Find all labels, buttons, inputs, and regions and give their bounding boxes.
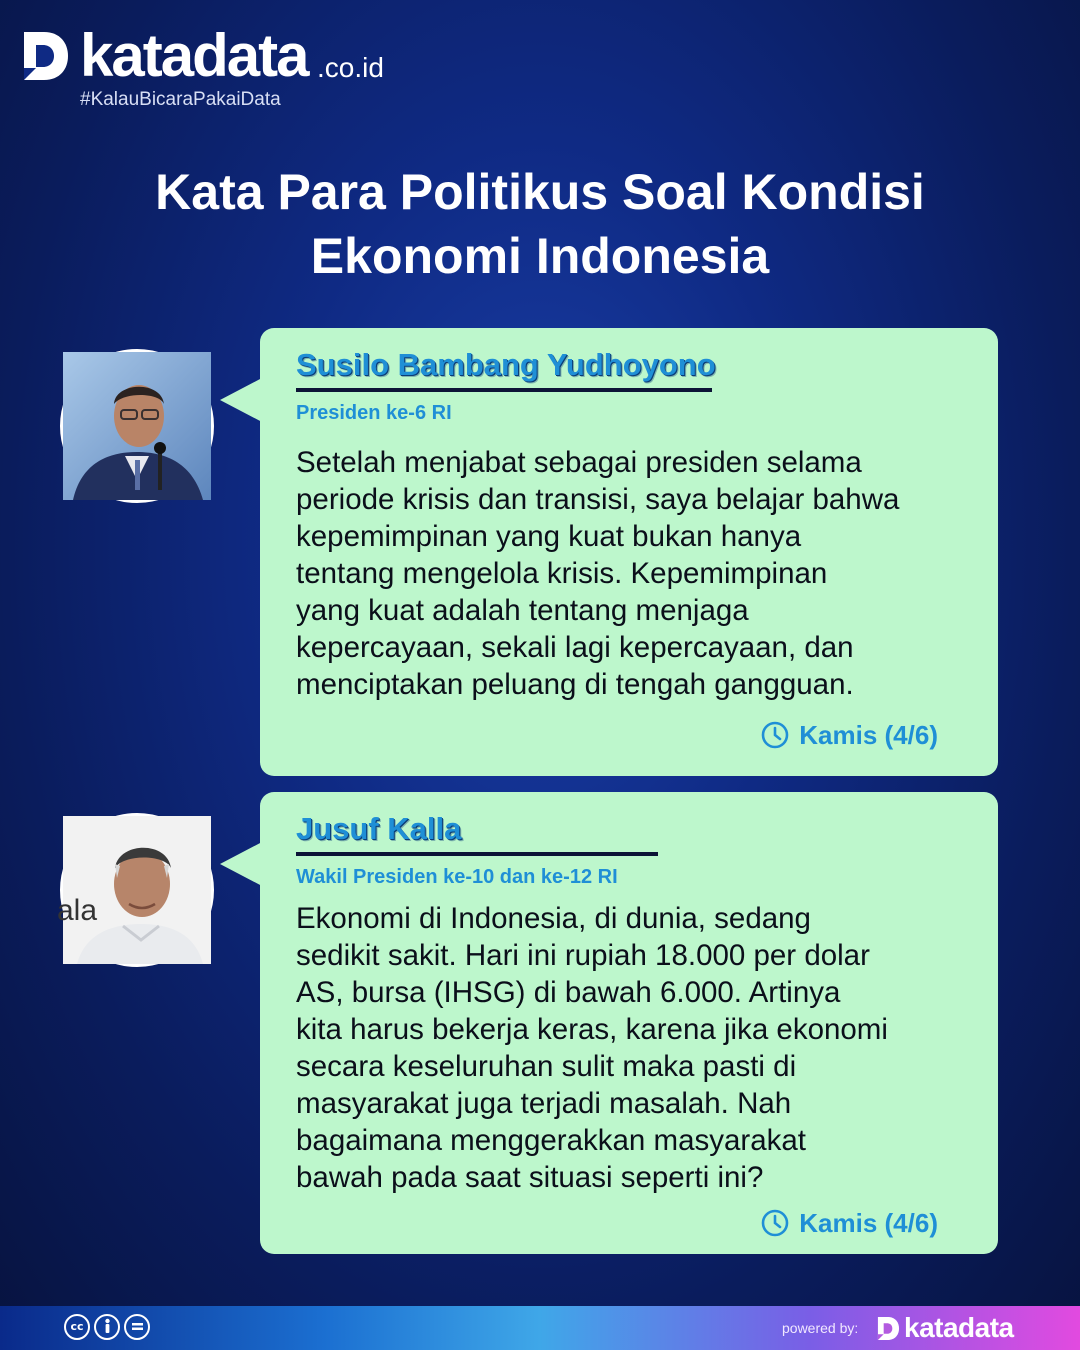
quote-line: bawah pada saat situasi seperti ini? xyxy=(296,1161,764,1194)
by-icon xyxy=(94,1314,120,1340)
quote-line: Setelah menjabat sebagai presiden selama xyxy=(296,446,862,479)
katadata-logo-icon xyxy=(876,1316,900,1341)
quote-line: kepercayaan, sekali lagi kepercayaan, dan xyxy=(296,631,854,664)
footer-logo-wordmark: katadata xyxy=(904,1312,1014,1343)
avatar-jk xyxy=(57,813,214,967)
powered-by-label: powered by: xyxy=(782,1320,859,1336)
nd-icon xyxy=(124,1314,150,1340)
quote-line: yang kuat adalah tentang menjaga xyxy=(296,594,749,627)
quote-line: periode krisis dan transisi, saya belajar bahwa xyxy=(296,483,900,516)
time-label: Kamis (4/6) xyxy=(799,720,938,750)
quote-line: kita harus bekerja keras, karena jika ekonomi xyxy=(296,1013,888,1046)
name-underline xyxy=(296,852,658,856)
quote-line: secara keseluruhan sulit maka pasti di xyxy=(296,1050,797,1083)
logo-tld: .co.id xyxy=(317,52,384,83)
title-line-2: Ekonomi Indonesia xyxy=(310,228,770,284)
quote-time xyxy=(761,719,938,751)
quote-line: AS, bursa (IHSG) di bawah 6.000. Artinya xyxy=(296,976,841,1009)
quote-line: sedikit sakit. Hari ini rupiah 18.000 per dolar xyxy=(296,939,870,972)
quote-card-sby xyxy=(260,328,998,776)
quote-line: Ekonomi di Indonesia, di dunia, sedang xyxy=(296,902,811,935)
footer-logo xyxy=(876,1312,1014,1344)
quote-text xyxy=(296,444,976,703)
footer-bar xyxy=(0,1306,1080,1350)
quote-card-jk xyxy=(260,792,998,1254)
quote-line: kepemimpinan yang kuat bukan hanya xyxy=(296,520,802,553)
katadata-logo-icon xyxy=(20,30,70,82)
card-pointer xyxy=(220,842,262,886)
page-title xyxy=(60,160,1020,288)
brand-logo xyxy=(20,22,420,118)
title-line-1: Kata Para Politikus Soal Kondisi xyxy=(155,164,925,220)
cc-icon: cc xyxy=(64,1314,90,1340)
tagline: #KalauBicaraPakaiData xyxy=(80,89,281,110)
quote-line: tentang mengelola krisis. Kepemimpinan xyxy=(296,557,828,590)
quote-line: masyarakat juga terjadi masalah. Nah xyxy=(296,1087,792,1120)
name-underline xyxy=(296,388,712,392)
logo-wordmark: katadata xyxy=(80,22,308,89)
speaker-role: Wakil Presiden ke-10 dan ke-12 RI xyxy=(296,866,618,888)
time-label: Kamis (4/6) xyxy=(799,1208,938,1238)
speaker-role: Presiden ke-6 RI xyxy=(296,402,452,424)
speaker-name: Jusuf Kalla xyxy=(296,811,462,846)
svg-text:ala: ala xyxy=(57,894,98,927)
quote-line: bagaimana menggerakkan masyarakat xyxy=(296,1124,806,1157)
card-pointer xyxy=(220,378,262,422)
license-badges xyxy=(64,1314,150,1340)
quote-text xyxy=(296,900,976,1196)
avatar-sby xyxy=(60,349,214,503)
portrait-sby-image xyxy=(63,352,211,500)
clock-icon xyxy=(761,721,789,749)
quote-line: menciptakan peluang di tengah gangguan. xyxy=(296,668,854,701)
speaker-name: Susilo Bambang Yudhoyono xyxy=(296,347,716,382)
clock-icon xyxy=(761,1209,789,1237)
quote-time xyxy=(761,1207,938,1239)
portrait-jk-image xyxy=(57,816,211,964)
